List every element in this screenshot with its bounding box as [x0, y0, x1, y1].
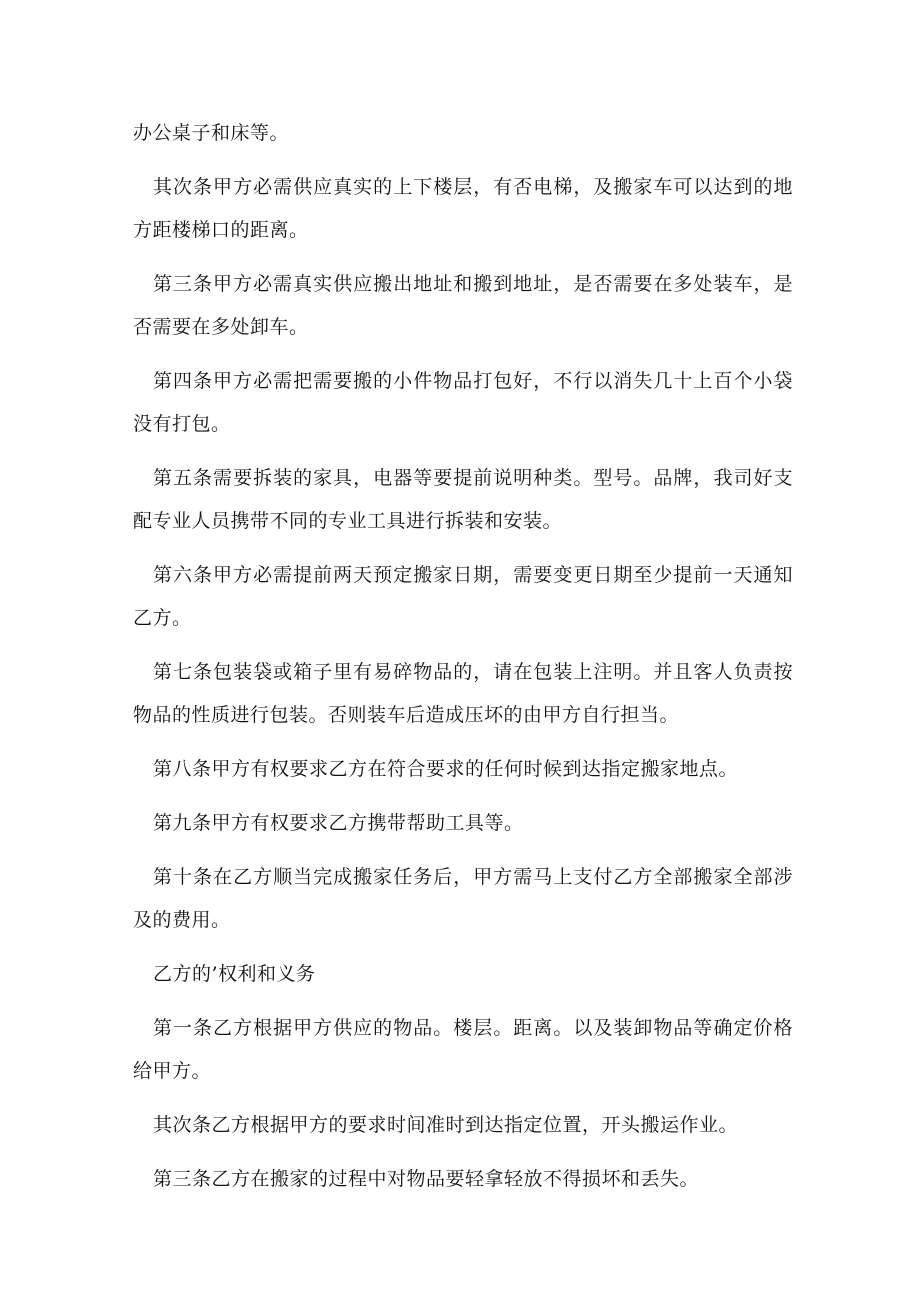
paragraph-party-a-clause-8: 第八条甲方有权要求乙方在符合要求的任何时候到达指定搬家地点。	[153, 758, 739, 780]
paragraph-party-b-clause-1: 第一条乙方根据甲方供应的物品。楼层。距离。以及装卸物品等确定价格给甲方。	[133, 1017, 793, 1082]
contract-text	[133, 112, 793, 1201]
section-heading-party-b: 乙方的’权利和义务	[153, 963, 316, 985]
paragraph-party-a-clause-3: 第三条甲方必需真实供应搬出地址和搬到地址，是否需要在多处装车，是否需要在多处卸车。	[133, 273, 793, 338]
paragraph-party-a-clause-7: 第七条包装袋或箱子里有易碎物品的，请在包装上注明。并且客人负责按物品的性质进行包装。否则装车后造成压坏的由甲方自行担当。	[133, 661, 793, 726]
paragraph-party-a-clause-2: 其次条甲方必需供应真实的上下楼层，有否电梯，及搬家车可以达到的地方距楼梯口的距离。	[133, 176, 793, 241]
paragraph-party-a-clause-10: 第十条在乙方顺当完成搬家任务后，甲方需马上支付乙方全部搬家全部涉及的费用。	[133, 866, 793, 931]
paragraph-party-a-clause-4: 第四条甲方必需把需要搬的小件物品打包好，不行以消失几十上百个小袋没有打包。	[133, 370, 793, 435]
paragraph-party-b-clause-3: 第三条乙方在搬家的过程中对物品要轻拿轻放不得损坏和丢失。	[153, 1168, 700, 1190]
paragraph-party-b-clause-2: 其次条乙方根据甲方的要求时间准时到达指定位置，开头搬运作业。	[153, 1114, 739, 1136]
paragraph-party-a-clause-9: 第九条甲方有权要求乙方携带帮助工具等。	[153, 812, 524, 834]
paragraph-party-a-clause-6: 第六条甲方必需提前两天预定搬家日期，需要变更日期至少提前一天通知乙方。	[133, 564, 793, 629]
paragraph-party-a-clause-5: 第五条需要拆装的家具，电器等要提前说明种类。型号。品牌，我司好支配专业人员携带不同的专业工具进行拆装和安装。	[133, 467, 793, 532]
paragraph-continuation: 办公桌子和床等。	[133, 122, 290, 144]
